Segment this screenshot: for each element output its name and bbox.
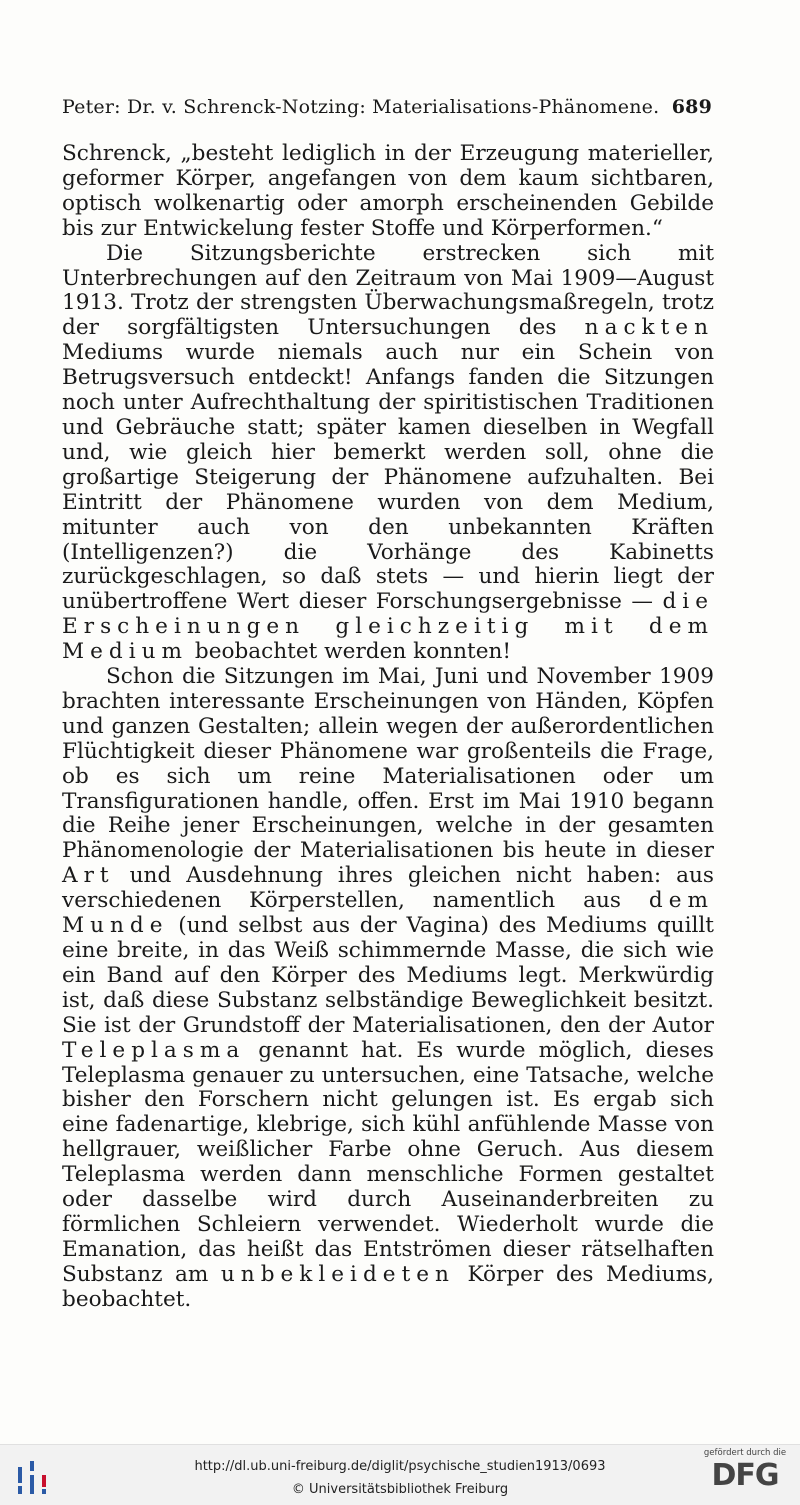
- text-run: Schrenck, „besteht lediglich in der Erzeugung materieller, geformer Körper, angefangen von dem kaum sichtbaren, optisch wolkenartig oder amorph erscheinenden Gebilde bis zur Entwickelung fester Stoffe und Körperformen.“: [62, 141, 714, 241]
- paragraph: [62, 665, 714, 1313]
- spaced-emphasis: dem Munde: [62, 888, 714, 939]
- spaced-emphasis: die Erscheinungen gleichzeitig mit dem Medium: [62, 589, 714, 665]
- spaced-emphasis: Teleplasma: [62, 1037, 246, 1063]
- text-run: Die Sitzungsberichte erstrecken sich mit Unterbrechungen auf den Zeitraum von Mai 1909—August 1913. Trotz der strengsten Überwachungsmaßregeln, trotz der sorgfältigsten Untersuchungen des: [62, 240, 714, 341]
- text-run: Körper des Mediums, beobachtet.: [62, 1261, 714, 1312]
- page-number: 689: [671, 96, 712, 118]
- dfg-logo: [700, 1447, 790, 1503]
- text-run: Mediums wurde niemals auch nur ein Schein von Betrugsversuch entdeckt! Anfangs fanden die Sitzungen noch unter Aufrechthaltung der spiritistischen Traditionen und Gebräuche statt; später kamen dieselben in Wegfall und, wie gleich hier bemerkt werden soll, ohne die großartige Steigerung der Phänomene aufzuhalten. Bei Eintritt der Phänomene wurden von dem Medium, mitunter auch von den unbekannten Kräften (Intelligenzen?) die Vorhänge des Kabinetts zurückgeschlagen, so daß stets — und hierin liegt der unübertroffene Wert dieser Forschungsergebnisse —: [62, 340, 714, 615]
- permalink-url[interactable]: http://dl.ub.uni-freiburg.de/diglit/psychische_studien1913/0693: [194, 1459, 606, 1474]
- viewer-footer: [0, 1444, 800, 1505]
- text-run: Schon die Sitzungen im Mai, Juni und November 1909 brachten interessante Erscheinungen von Händen, Köpfen und ganzen Gestalten; allein wegen der außerordentlichen Flüchtigkeit dieser Phänomene war großenteils die Frage, ob es sich um reine Materialisationen oder um Transfigurationen handle, offen. Erst im Mai 1910 begann die Reihe jener Erscheinungen, welche in der gesamten Phänomenologie der Materialisationen bis heute in dieser: [62, 664, 714, 864]
- paragraph: [62, 242, 714, 665]
- spaced-emphasis: unbekleideten: [220, 1261, 455, 1287]
- paragraph: [62, 142, 714, 242]
- text-run: (und selbst aus der Vagina) des Mediums quillt eine breite, in das Weiß schimmernde Masse, die sich wie ein Band auf den Körper des Mediums legt. Merkwürdig ist, daß diese Substanz selbständige Beweglichkeit besitzt. Sie ist der Grundstoff der Materialisationen, den der Autor: [62, 913, 714, 1038]
- spaced-emphasis: Art: [62, 863, 115, 889]
- dfg-logo-text: DFG: [711, 1458, 779, 1493]
- dfg-tagline: gefördert durch die: [703, 1448, 787, 1458]
- body-text: [62, 142, 714, 1313]
- text-run: genannt hat. Es wurde möglich, dieses Teleplasma genauer zu untersuchen, eine Tatsache, welche bisher den Forschern nicht gelungen ist. Es ergab sich eine fadenartige, klebrige, sich kühl anfühlende Masse von hellgrauer, weißlicher Farbe ohne Geruch. Aus diesem Teleplasma werden dann menschliche Formen gestaltet oder dasselbe wird durch Auseinanderbreiten zu förmlichen Schleiern verwendet. Wiederholt wurde die Emanation, das heißt das Entströmen dieser rätselhaften Substanz am: [62, 1037, 714, 1287]
- spaced-emphasis: nackten: [584, 315, 714, 341]
- text-run: beobachtet werden konnten!: [188, 639, 512, 665]
- running-title: Peter: Dr. v. Schrenck-Notzing: Materialisations-Phänomene.: [62, 96, 660, 118]
- text-run: und Ausdehnung ihres gleichen nicht haben: aus verschiedenen Körperstellen, namentlich aus: [62, 863, 714, 914]
- copyright-notice: © Universitätsbibliothek Freiburg: [291, 1482, 509, 1497]
